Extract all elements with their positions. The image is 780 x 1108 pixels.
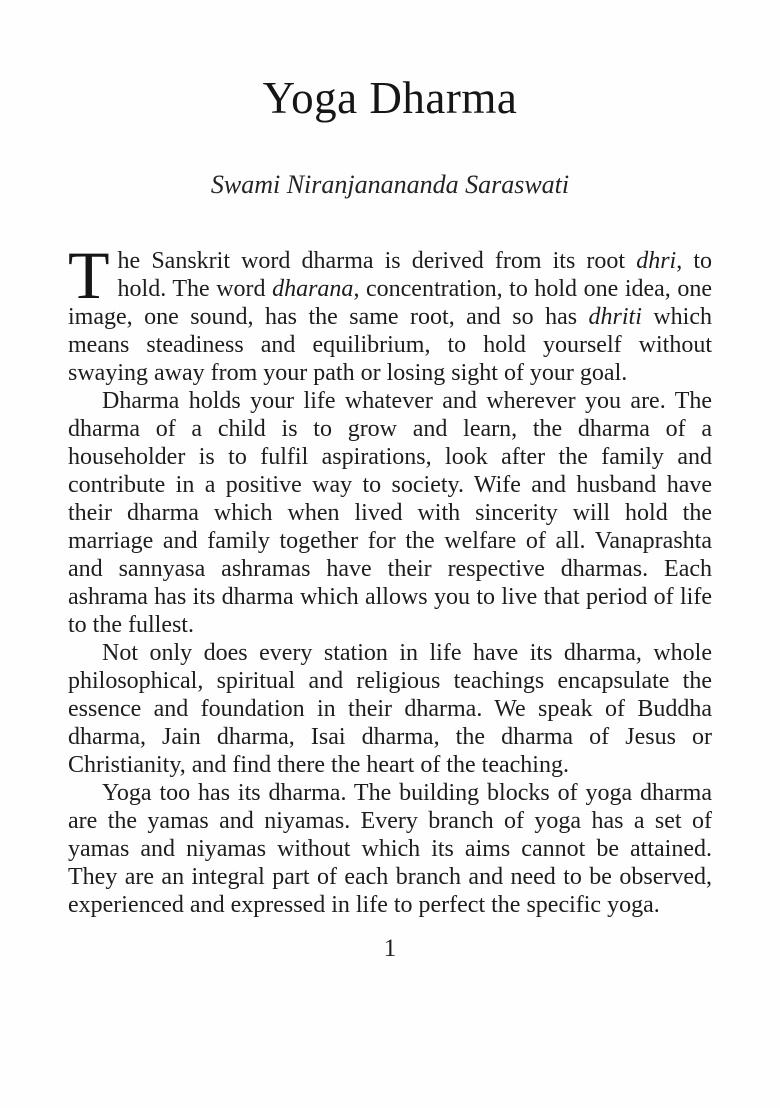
paragraph-2 [68, 387, 712, 639]
italic-term: dharana [272, 276, 354, 303]
author-byline: Swami Niranjanananda Saraswati [210, 169, 570, 199]
paragraph-4 [68, 779, 712, 919]
italic-term: dhriti [588, 304, 642, 331]
text-segment: Yoga too has its dharma. The building blocks of yoga dharma are the yamas and niyamas. Every branch of yoga has a set of yamas and niyamas without which its aims cannot be attained. They are an integral part of each branch and need to be observed, experienced and expressed in life to perfect the specific yoga. [68, 780, 712, 919]
text-segment: Dharma holds your life whatever and wherever you are. The dharma of a child is to grow and learn, the dharma of a householder is to fulfil aspirations, look after the family and contribute in a positive way to society. Wife and husband have their dharma which when lived with sincerity will hold the marriage and family together for the welfare of all. Vanaprashta and sannyasa ashramas have their respective dharmas. Each ashrama has its dharma which allows you to live that period of life to the fullest. [68, 388, 712, 639]
page-title: Yoga Dharma [262, 73, 518, 123]
text-segment: , to hold. The word [117, 248, 712, 303]
paragraph-3 [68, 639, 712, 779]
drop-cap: T [68, 237, 110, 314]
text-segment: Not only does every station in life have its dharma, whole philosophical, spiritual and religious teachings encapsulate the essence and foundation in their dharma. We speak of Buddha dharma, Jain dharma, Isai dharma, the dharma of Jesus or Christianity, and find there the heart of the teaching. [68, 640, 712, 779]
text-segment: , concentration, to hold one idea, one image, one sound, has the same root, and so has [68, 276, 713, 331]
text-segment: he Sanskrit word dharma is derived from its root [117, 248, 637, 275]
body-text [68, 237, 713, 919]
paragraph-1 [68, 237, 713, 387]
italic-term: dhri [636, 248, 677, 275]
page-number: 1 [383, 935, 397, 963]
text-segment: which means steadiness and equilibrium, to hold yourself without swaying away from your path or losing sight of your goal. [68, 304, 713, 387]
